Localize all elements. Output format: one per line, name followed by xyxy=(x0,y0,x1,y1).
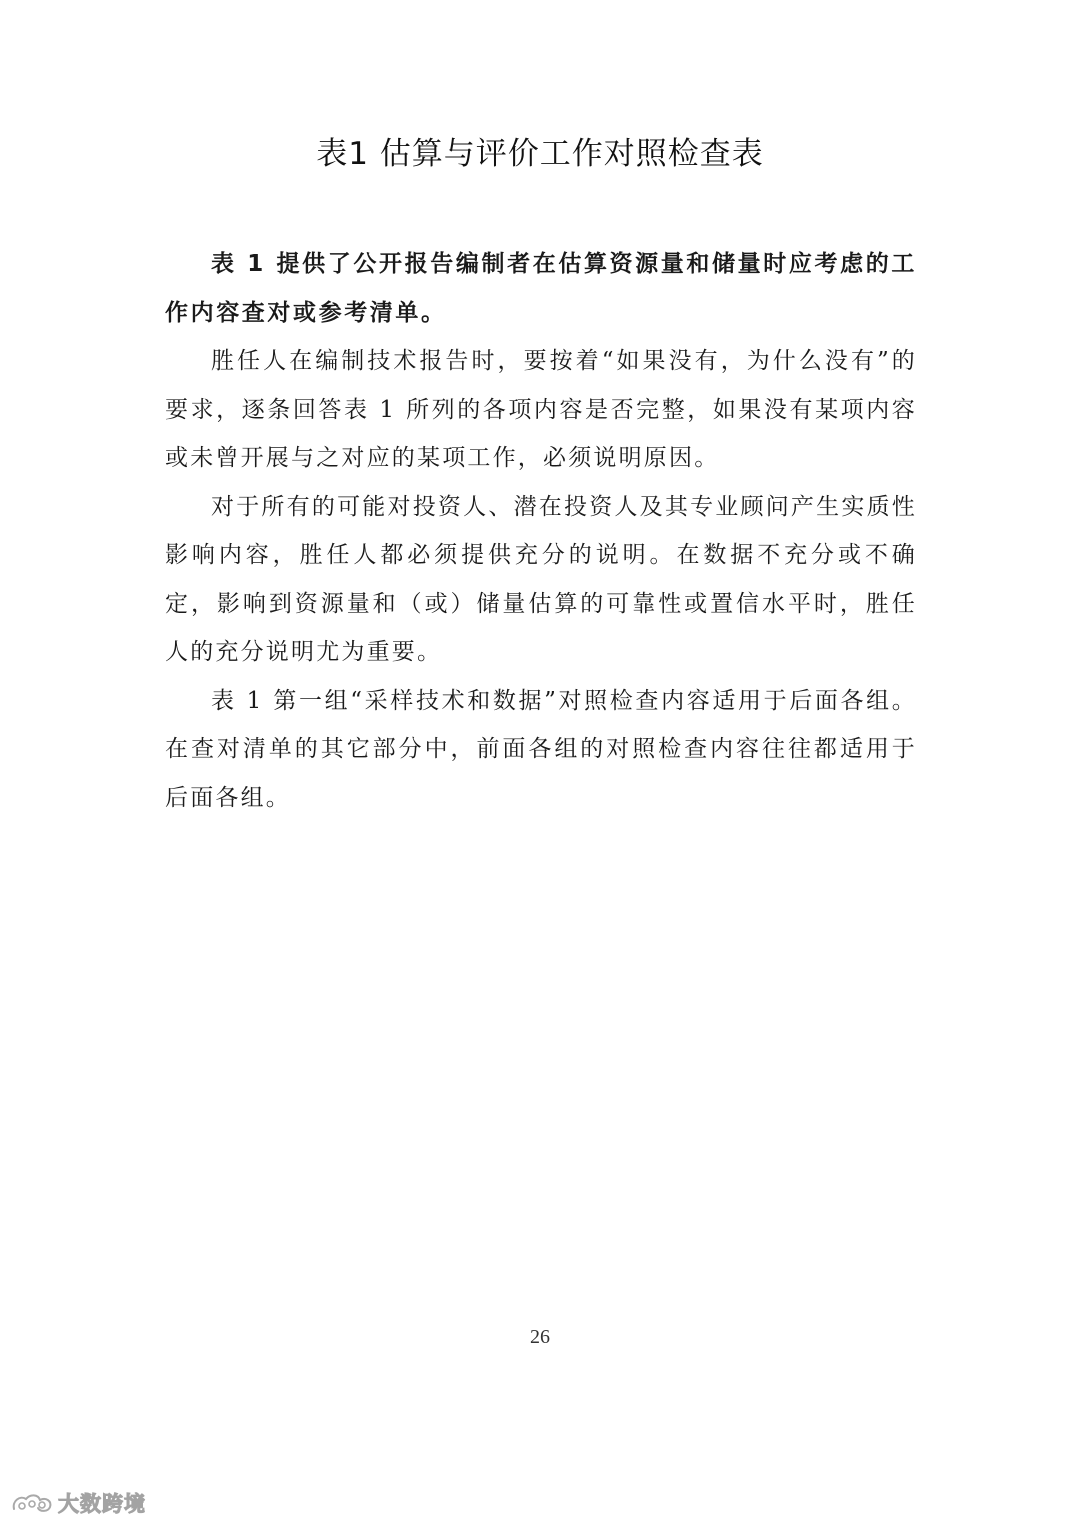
body-paragraph: 表 1 第一组“采样技术和数据”对照检查内容适用于后面各组。在查对清单的其它部分中，前面各组的对照检查内容往往都适用于后面各组。 xyxy=(165,687,917,811)
watermark xyxy=(10,1488,146,1518)
watermark-text: 大数跨境 xyxy=(58,1492,146,1516)
intro-paragraph: 表 1 提供了公开报告编制者在估算资源量和储量时应考虑的工作内容查对或参考清单。 xyxy=(165,251,917,326)
page-title: 表1 估算与评价工作对照检查表 xyxy=(316,136,764,172)
brand-logo-icon xyxy=(10,1491,54,1515)
body-paragraph: 胜任人在编制技术报告时，要按着“如果没有，为什么没有”的要求，逐条回答表 1 所列的各项内容是否完整，如果没有某项内容或未曾开展与之对应的某项工作，必须说明原因。 xyxy=(165,348,917,471)
document-body xyxy=(165,240,917,822)
page-number: 26 xyxy=(530,1326,550,1348)
body-paragraph: 对于所有的可能对投资人、潜在投资人及其专业顾问产生实质性影响内容，胜任人都必须提供充分的说明。在数据不充分或不确定，影响到资源量和（或）储量估算的可靠性或置信水平时，胜任人的充分说明尤为重要。 xyxy=(165,493,917,665)
